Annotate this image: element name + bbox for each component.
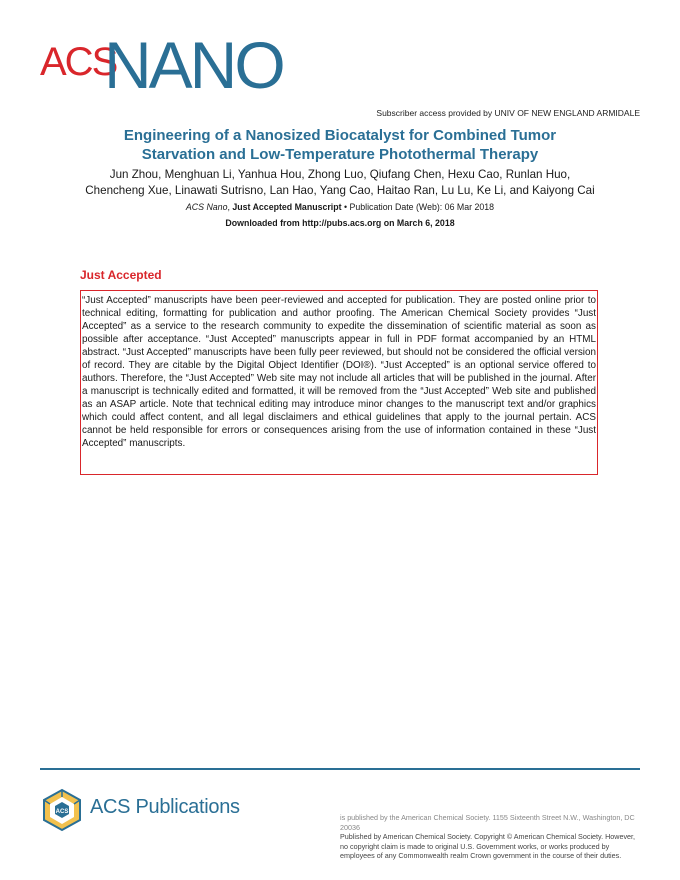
manuscript-status: Just Accepted Manuscript	[232, 202, 342, 212]
publication-date: • Publication Date (Web): 06 Mar 2018	[341, 202, 495, 212]
logo-nano-text: NANO	[104, 28, 283, 102]
pub-separator: ,	[227, 202, 233, 212]
author-list-line-2: Chencheng Xue, Linawati Sutrisno, Lan Hao, Yang Cao, Haitao Ran, Lu Lu, Ke Li, and Kaiyong Cai	[85, 184, 595, 197]
acs-publications-brand: ACS Publications	[90, 796, 240, 818]
copyright-notice: Published by American Chemical Society. Copyright © American Chemical Society. However, no copyright claim is made to original U.S. Government works, or works produced by employees of any Commonwealth realm Crown government in the course of their duties.	[340, 832, 636, 861]
acs-hexagon-icon	[40, 788, 84, 832]
article-title-line-1: Engineering of a Nanosized Biocatalyst for Combined Tumor	[123, 127, 557, 144]
author-list	[50, 167, 630, 199]
article-title-line-2: Starvation and Low-Temperature Photothermal Therapy	[141, 146, 539, 163]
logo-acs-text: ACS	[40, 40, 117, 84]
journal-name[interactable]: ACS Nano	[185, 202, 228, 212]
just-accepted-heading: Just Accepted	[80, 268, 162, 282]
footer-divider	[40, 768, 640, 770]
acs-nano-logo	[40, 28, 300, 102]
author-list-line-1: Jun Zhou, Menghuan Li, Yanhua Hou, Zhong Luo, Qiufang Chen, Hexu Cao, Runlan Huo,	[109, 168, 571, 181]
publication-info	[40, 202, 640, 212]
publisher-address: is published by the American Chemical Society. 1155 Sixteenth Street N.W., Washington, DC 20036	[340, 813, 635, 832]
subscriber-access-note: Subscriber access provided by UNIV OF NEW ENGLAND ARMIDALE	[376, 108, 640, 118]
download-note: Downloaded from http://pubs.acs.org on March 6, 2018	[225, 218, 455, 228]
acs-publications-logo[interactable]	[40, 788, 270, 832]
hex-acs-label: ACS	[55, 809, 69, 815]
just-accepted-notice-text: “Just Accepted” manuscripts have been peer-reviewed and accepted for publication. They are posted online prior to technical editing, formatting for publication and author proofing. The American Chemical Society provides “Just Accepted” as a service to the research community to expedite the dissemination of scientific material as soon as possible after acceptance. “Just Accepted” manuscripts appear in full in PDF format accompanied by an HTML abstract. “Just Accepted” manuscripts have been fully peer reviewed, but should not be considered the official version of record. They are citable by the Digital Object Identifier (DOI®). “Just Accepted” is an optional service offered to authors. Therefore, the “Just Accepted” Web site may not include all articles that will be published in the journal. After a manuscript is technically edited and formatted, it will be removed from the “Just Accepted” Web site and published as an ASAP article. Note that technical editing may introduce minor changes to the manuscript text and/or graphics which could affect content, and all legal disclaimers and ethical guidelines that apply to the journal pertain. ACS cannot be held responsible for errors or consequences arising from the use of information contained in these “Just Accepted” manuscripts.	[82, 295, 596, 449]
just-accepted-notice-box	[80, 290, 598, 475]
publisher-footer	[340, 813, 640, 861]
article-title	[60, 126, 620, 164]
